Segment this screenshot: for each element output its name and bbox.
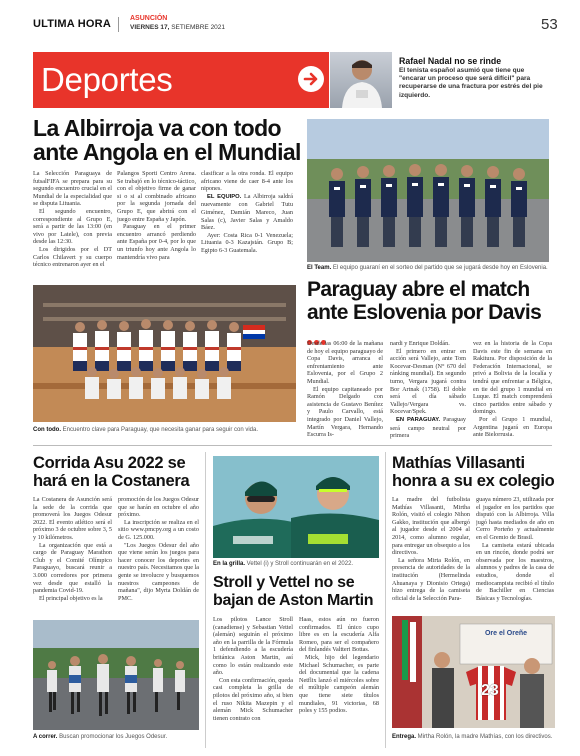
article4-paragraph: Haas, estos aún no fueron confirmados. El único cupo libre es en la escudería Alfa Romeo, para ser el compañero del finlandés Valtteri Bottas. — [299, 616, 379, 654]
wall-banner-text: Ore el Oreñe — [484, 630, 528, 637]
article3-headline-line2: hará en la Costanera — [33, 472, 190, 490]
article5-column-2 — [476, 496, 554, 612]
shirt-caption-text: Mirtha Rolón, la madre Mathías, con los directivos. — [416, 734, 553, 740]
article1-paragraph: Palangos Sporti Centro Arena. Se trabajó en lo técnico-táctico, con el objetivo firme de ganar si o si al combinado africano por la segunda jornada del Grupo E, que abrirá con el juego entre España y Japón. — [117, 170, 196, 223]
article3-paragraph: "Los Juegos Odesur del año que viene serán los juegos para hacer conocer los deportes en nuestro país. Necesitamos que la gente se involucre y busquemos nuestros campeones de mañana", dijo Myrta Doldán de PMC. — [118, 541, 199, 602]
column-rule — [385, 452, 386, 748]
runners-caption-label: A correr. — [33, 734, 58, 740]
article1-paragraph: Los dirigidos por el DT Carlos Chilavert y su cuerpo técnico entrenaron ayer en el — [33, 245, 112, 269]
davis-photo-caption — [307, 265, 552, 271]
issue-day: VIERNES 17, — [130, 24, 170, 31]
article2-column-3 — [473, 340, 552, 440]
davis-caption-text: El equipo guaraní en el sorteo del partido que se jugará desde hoy en Eslovenia. — [331, 265, 548, 271]
article3-paragraph: La Costanera de Asunción será la sede de la corrida que promoverá los Juegos Odesur 2022. El evento atlético será el próximo 3 de octubre sobre 3, 5 y 10 kilómetros. — [33, 496, 112, 541]
article3-paragraph: promoción de los Juegos Odesur que se harán en octubre el año próximo. — [118, 496, 199, 519]
article3-paragraph: La inscripción se realiza en el sitio www.pmcpy.org a un costo de G. 125.000. — [118, 518, 199, 541]
article1-paragraph: El segundo encuentro, correspondiente al Grupo E, será a partir de las 13:00 (en vivo por Latele), con previa desde las 12:30. — [33, 207, 112, 246]
arrow-button[interactable] — [298, 66, 324, 92]
article1-column-1 — [33, 170, 112, 282]
banner-title: Deportes — [41, 61, 173, 98]
article4-headline-line1: Stroll y Vettel no se — [213, 574, 355, 591]
runners-photo — [33, 620, 199, 730]
article4-headline-line2: bajan de Aston Martin — [213, 592, 374, 609]
article1-headline-line1: La Albirroja va con todo — [33, 115, 282, 141]
article5-paragraph: guaya número 23, utilizada por el jugador en los partidos que disputó con la Albirroja. Villa jugó hasta mediados de año en Cerro Porteño y actualmente en el Gremio de Brasil. — [476, 496, 554, 541]
article1-paragraph: Ayer: Costa Rica 0-1 Venezuela; Lituania 0-3 Kazajstán. Grupo B; Egipto 6-3 Guatemala. — [201, 231, 293, 254]
article2-headline-line2: ante Eslovenia por Davis — [307, 301, 542, 324]
article3-paragraph: El principal objetivo es la — [39, 594, 103, 602]
aston-martin-caption-label: En la grilla. — [213, 561, 246, 567]
article2-paraguay-text: Paraguay será campo neutral por primera — [390, 415, 466, 440]
nadal-photo — [330, 52, 392, 108]
article2-paragraph: Desde las 06:00 de la mañana de hoy el equipo paraguayo de Copa Davis, arranca el enfrentamiento ante Eslovenia, por el Grupo 2 Mundial. — [307, 340, 383, 385]
shirt-delivery-caption — [392, 734, 562, 740]
futsal-caption-label: Con todo. — [33, 427, 61, 433]
article2-headline — [307, 278, 552, 324]
futsal-team-photo — [33, 285, 296, 422]
article1-paragraph: clasificar a la otra ronda. El equipo africano viene de caer 8-4 ante los nipones. — [201, 170, 293, 193]
teaser-title[interactable]: Rafael Nadal no se rinde — [399, 56, 502, 66]
aston-martin-photo-caption — [213, 561, 383, 567]
article1-column-3 — [201, 170, 293, 282]
article1-headline-line2: ante Angola en el Mundial — [33, 139, 301, 165]
article3-column-1 — [33, 496, 112, 616]
article4-paragraph: Los pilotos Lance Stroll (canadiense) y Sebastian Vettel (alemán) seguirán el próximo año en la parrilla de la Fórmula 1 defendiendo a la escudería británica Aston Martin, así como lo están realizando este año. — [213, 616, 293, 677]
article1-equipo-text: La Albirroja saldrá nuevamente con Gabriel Tutu Giménez, Damián Mareco, Juan Salas (c), Javier Salas y Amaldo Báez. — [201, 192, 293, 232]
article5-paragraph: La camiseta estará ubicada en un rincón, donde podrá ser observada por los maestros, alumnos y padres de la casa de estudios, donde el mediocampista recibió el título de Bachiller en Ciencias Básicas y Tecnologías. — [476, 541, 554, 602]
article4-column-2 — [299, 616, 379, 748]
davis-team-photo — [307, 119, 549, 262]
section-name: ULTIMA HORA — [33, 18, 111, 30]
article2-headline-line1: Paraguay abre el match — [307, 278, 530, 301]
issue-month-year: SETIEMBRE 2021 — [171, 24, 226, 31]
shirt-caption-label: Entrega. — [392, 734, 417, 740]
article1-paragraph: La Selección Paraguaya de futsalFIFA se prepara para su segundo encuentro crucial en el Mundial de la especialidad que se disputa Lituania. — [33, 170, 112, 208]
article1-equipo-paragraph — [201, 193, 293, 232]
runners-photo-caption — [33, 734, 203, 740]
aston-martin-drivers-photo — [213, 456, 379, 558]
page-header — [0, 0, 580, 42]
article4-paragraph: Mick, hijo del legendario Michael Schumacher, es parte del documental que la cadena Netflix lanzó el miércoles sobre el múltiple campeón alemán que tiene siete títulos mundiales, 91 victorias, 68 poles y 155 podios. — [299, 653, 379, 715]
column-rule — [205, 452, 206, 748]
article5-headline — [392, 454, 557, 490]
page-number: 53 — [541, 16, 558, 33]
article3-headline — [33, 454, 203, 490]
article2-column-2 — [390, 340, 466, 440]
section-separator — [33, 445, 552, 446]
article5-headline-line1: Mathías Villasanti — [392, 454, 525, 472]
article2-paragraph: nardi y Enrique Doldán. — [390, 340, 450, 347]
article2-paraguay-paragraph — [390, 416, 466, 440]
shirt-delivery-photo — [392, 616, 555, 728]
brand-name: ASUNCIÓN — [130, 15, 168, 22]
arrow-right-icon — [298, 66, 324, 92]
article4-column-1 — [213, 616, 293, 748]
article3-paragraph: La organización que está a cargo de Paraguay Marathon Club y el Comité Olímpico Paraguayo, buscará reunir a 3.000 corredores por primera vez desde que estalló la pandemia Covid-19. — [33, 541, 112, 595]
futsal-caption-text: Encuentro clave para Paraguay, que necesita ganar para seguir con vida. — [61, 427, 259, 433]
shirt-number: 23 — [481, 682, 499, 699]
article2-paraguay-label: EN PARAGUAY. — [396, 416, 441, 423]
article5-paragraph: La señora Mirta Rolón, en presencia de autoridades de la institución (Hermelinda Ahuanaya y Dionisio Ortega) hizo entrega de la camiseta oficial de la Selección Para- — [392, 556, 470, 602]
article3-column-2 — [118, 496, 199, 616]
teaser-text: El tenista español asumió que tiene que "encarar un proceso que será difícil" para recuperarse de una fractura por estrés del pie izquierdo. — [399, 67, 543, 99]
article2-paragraph: El equipo capitaneado por Ramón Delgado con asistencia de Gustavo Benítez y Paulo Carvallo, está integrado por Daniel Vallejo, Martín Vergara, Hernando Escurra Is- — [307, 385, 383, 439]
article1-equipo-label: EL EQUIPO. — [207, 193, 242, 200]
article2-paragraph: El primero en entrar en acción será Vallejo, ante Tom Kocevar-Desman (N° 670 del ránking mundial). En segundo turno, Vergara jugará contra Bor Artnak (1758). El doble será el día sábado Vallejo/Vergara vs. Kocevar/Spek. — [390, 347, 466, 416]
article5-column-1 — [392, 496, 470, 612]
section-banner — [33, 52, 329, 108]
futsal-photo-caption — [33, 427, 298, 433]
article1-column-2 — [117, 170, 196, 282]
article4-paragraph: Con esta confirmación, queda casi completa la grilla de pilotos del próximo año, si bien el ruso Nikita Mazepin y el alemán Mick Schumacher tienen contrato con — [213, 676, 293, 722]
article4-headline — [213, 574, 383, 610]
article2-paragraph: vez en la historia de la Copa Davis este fin de semana en Rakitura. Por disposición de la Federación Internacional, se privó a Bolivia de la localía y tendrá que enfrentar a Bélgica, en tie del grupo 1 mundial en Luque. El match comprenderá cinco partidos entre sábado y domingo. — [473, 340, 552, 416]
article1-headline — [33, 115, 301, 165]
article2-column-1 — [307, 340, 383, 440]
article2-paragraph: Por el Grupo 1 mundial, Argentina jugará en Europa ante Bielorrusia. — [473, 415, 552, 439]
article5-headline-line2: honra a su ex colegio — [392, 472, 555, 490]
davis-caption-label: El Team. — [307, 265, 332, 271]
article5-paragraph: La madre del futbolista Mathías Villasanti, Mirtha Rolón, visitó el colegio Nihon Gakko, institución que albergó al jugador desde el 2004 al 2014, como alumno regular, para entregar un obsequio a los directivos. — [392, 496, 470, 557]
aston-martin-caption-text: Vettel (i) y Stroll continuarán en el 2022. — [245, 561, 354, 567]
runners-caption-text: Buscan promocionar los Juegos Odesur. — [57, 734, 168, 740]
issue-date — [130, 24, 225, 31]
article3-headline-line1: Corrida Asu 2022 se — [33, 454, 186, 472]
header-divider — [118, 17, 119, 32]
article1-paragraph: Paraguay en el primer encuentro arrancó perdiendo ante España por 0-4, por lo que un triunfo hoy ante Angola lo mantendría vivo para — [117, 223, 196, 261]
